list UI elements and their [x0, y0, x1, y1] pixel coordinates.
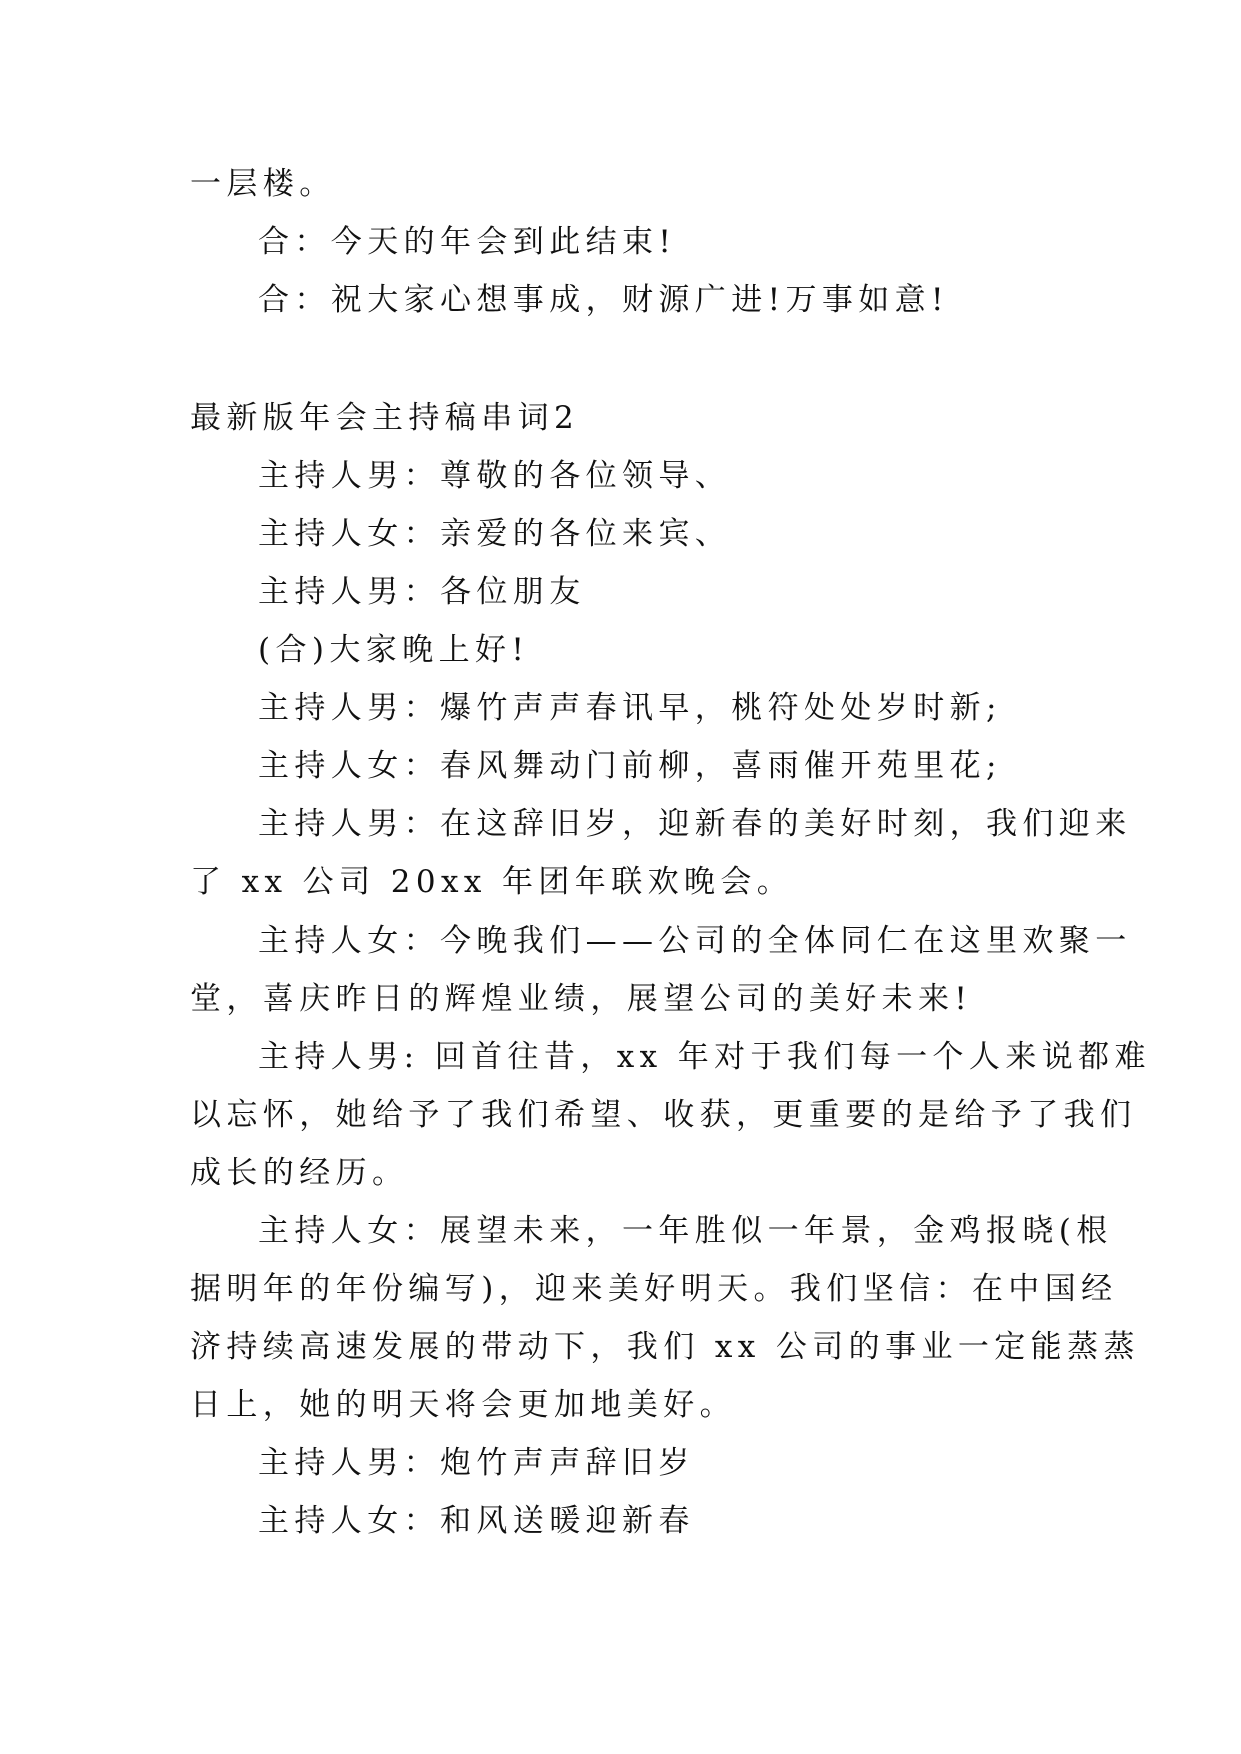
- section-heading: 最新版年会主持稿串词2: [190, 400, 580, 436]
- text-line: 主持人男：尊敬的各位领导、: [258, 458, 732, 494]
- text-line: 主持人女：展望未来，一年胜似一年景，金鸡报晓(根: [258, 1213, 1113, 1249]
- text-line: 主持人男：爆竹声声春讯早，桃符处处岁时新;: [258, 690, 1002, 726]
- text-line: 主持人男：炮竹声声辞旧岁: [258, 1445, 695, 1481]
- text-line: 合：今天的年会到此结束!: [258, 224, 677, 260]
- text-line: 主持人女：春风舞动门前柳，喜雨催开苑里花;: [258, 748, 1002, 784]
- text-line: (合)大家晚上好!: [258, 632, 530, 668]
- text-line: 主持人男: 回首往昔，xx 年对于我们每一个人来说都难: [258, 1039, 1151, 1075]
- text-line: 了 xx 公司 20xx 年团年联欢晚会。: [190, 864, 794, 900]
- text-line: 成长的经历。: [190, 1155, 409, 1191]
- text-line: 日上，她的明天将会更加地美好。: [190, 1387, 736, 1423]
- text-line: 主持人女：亲爱的各位来宾、: [258, 516, 732, 552]
- text-line: 济持续高速发展的带动下，我们 xx 公司的事业一定能蒸蒸: [190, 1329, 1140, 1365]
- text-line: 以忘怀，她给予了我们希望、收获，更重要的是给予了我们: [190, 1097, 1137, 1133]
- text-line: 主持人男：在这辞旧岁，迎新春的美好时刻，我们迎来: [258, 806, 1132, 842]
- text-line: 一层楼。: [190, 166, 336, 202]
- text-line: 堂，喜庆昨日的辉煌业绩，展望公司的美好未来!: [190, 981, 973, 1017]
- text-line: 合：祝大家心想事成，财源广进!万事如意!: [258, 282, 949, 318]
- text-line: 据明年的年份编写)，迎来美好明天。我们坚信：在中国经: [190, 1271, 1118, 1307]
- text-line: 主持人女：和风送暖迎新春: [258, 1503, 695, 1539]
- text-line: 主持人女：今晚我们——公司的全体同仁在这里欢聚一: [258, 923, 1132, 959]
- text-line: 主持人男：各位朋友: [258, 574, 586, 610]
